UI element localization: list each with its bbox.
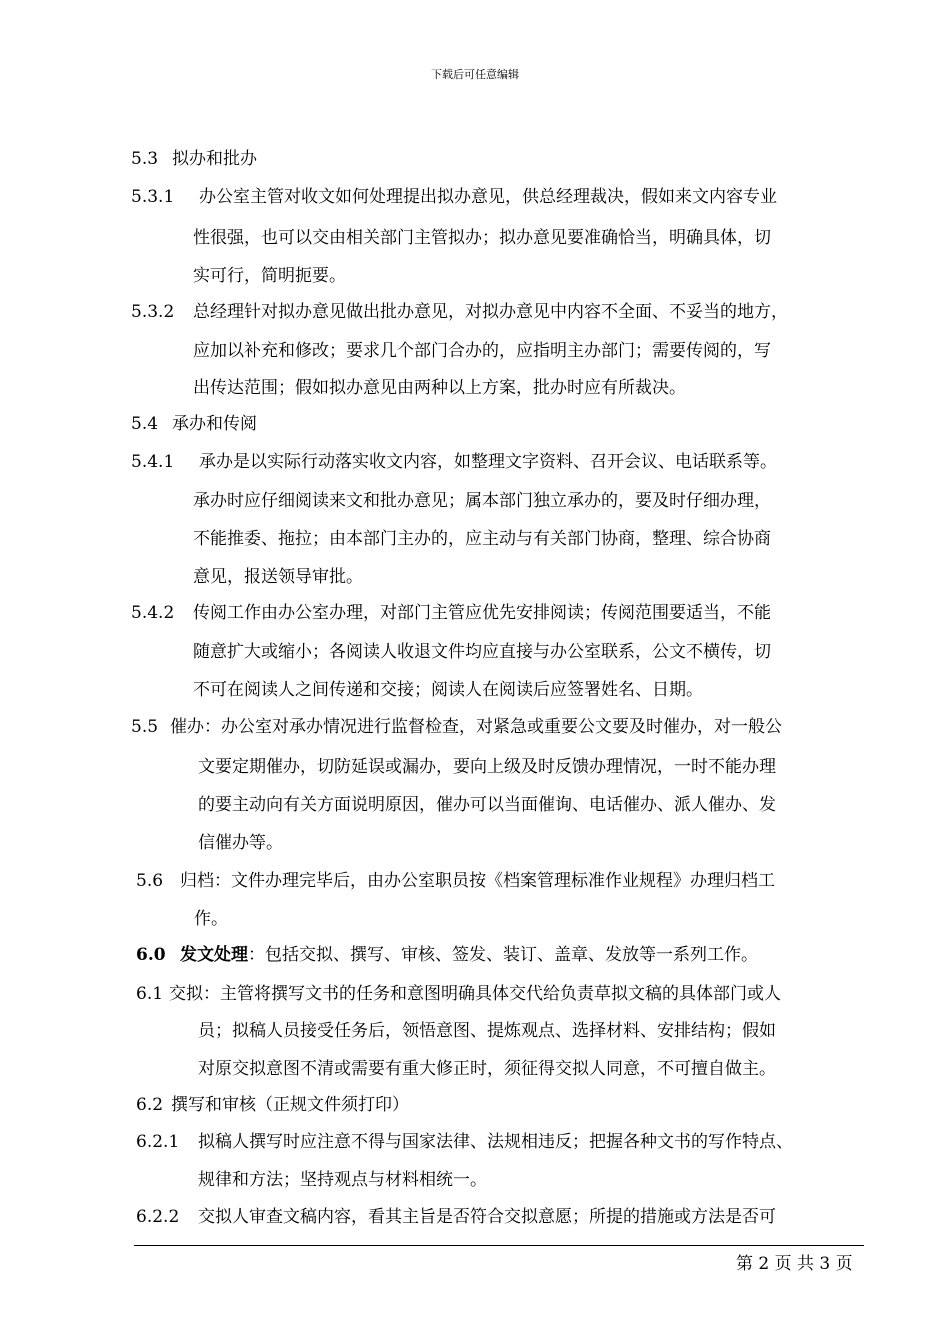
chapter-title: 发文处理 — [180, 945, 248, 965]
clause-number: 5.3.2 — [131, 302, 175, 322]
clause-text: 办公室主管对收文如何处理提出拟办意见，供总经理裁决，假如来文内容专业 — [199, 187, 777, 207]
text-line: 应加以补充和修改；要求几个部门合办的，应指明主办部门；需要传阅的，写 — [193, 341, 771, 361]
text-line: 信催办等。 — [198, 833, 283, 853]
clause-line — [136, 983, 781, 1005]
text-line: 文要定期催办，切防延误或漏办，要向上级及时反馈办理情况，一时不能办理 — [198, 757, 776, 777]
clause-text: 承办是以实际行动落实收文内容，如整理文字资料、召开会议、电话联系等。 — [199, 452, 777, 472]
clause-line — [136, 1206, 776, 1228]
section-heading — [131, 148, 257, 170]
page-header: 下载后可任意编辑 — [431, 68, 519, 81]
clause-line — [136, 870, 775, 892]
text-line: 作。 — [194, 909, 228, 929]
clause-text: 拟稿人撰写时应注意不得与国家法律、法规相违反；把握各种文书的写作特点、 — [198, 1132, 793, 1152]
text-line: 不能推委、拖拉；由本部门主办的，应主动与有关部门协商，整理、综合协商 — [193, 529, 771, 549]
clause-line — [131, 451, 777, 473]
section-title: 拟办和批办 — [172, 149, 258, 169]
chapter-text: ：包括交拟、撰写、审核、签发、装订、盖章、发放等一系列工作。 — [248, 945, 758, 965]
clause-number: 5.5 — [131, 717, 159, 737]
clause-line — [131, 301, 788, 323]
text-line: 规律和方法；坚持观点与材料相统一。 — [198, 1170, 487, 1190]
text-line: 性很强，也可以交由相关部门主管拟办；拟办意见要准确恰当，明确具体，切 — [193, 228, 771, 248]
text-line: 出传达范围；假如拟办意见由两种以上方案，批办时应有所裁决。 — [193, 378, 686, 398]
clause-number: 5.3.1 — [131, 187, 175, 207]
text-line: 实可行，简明扼要。 — [193, 266, 346, 286]
clause-number: 5.4.2 — [131, 603, 175, 623]
section-title: 承办和传阅 — [172, 414, 258, 434]
clause-text: 总经理针对拟办意见做出批办意见，对拟办意见中内容不全面、不妥当的地方， — [193, 302, 788, 322]
clause-text: 传阅工作由办公室办理，对部门主管应优先安排阅读；传阅范围要适当，不能 — [193, 603, 771, 623]
text-line: 随意扩大或缩小；各阅读人收退文件均应直接与办公室联系，公文不横传，切 — [193, 642, 771, 662]
clause-number: 6.2.1 — [136, 1132, 180, 1152]
clause-line — [136, 1131, 793, 1153]
page-number: 第 2 页 共 3 页 — [736, 1254, 853, 1274]
footer-divider — [134, 1245, 864, 1246]
text-line: 意见，报送领导审批。 — [193, 567, 363, 587]
clause-line — [131, 602, 771, 624]
section-heading — [131, 413, 257, 435]
chapter-heading — [136, 944, 758, 966]
clause-number: 6.2.2 — [136, 1207, 180, 1227]
clause-text: 催办：办公室对承办情况进行监督检查，对紧急或重要公文要及时催办，对一般公 — [170, 717, 782, 737]
clause-number: 5.4.1 — [131, 452, 175, 472]
clause-text: 交拟：主管将撰写文书的任务和意图明确具体交代给负责草拟文稿的具体部门或人 — [169, 984, 781, 1004]
text-line: 对原交拟意图不清或需要有重大修正时，须征得交拟人同意，不可擅自做主。 — [198, 1059, 776, 1079]
clause-number: 5.6 — [136, 871, 164, 891]
text-line: 承办时应仔细阅读来文和批办意见；属本部门独立承办的，要及时仔细办理， — [193, 491, 771, 511]
clause-text: 交拟人审查文稿内容，看其主旨是否符合交拟意愿；所提的措施或方法是否可 — [198, 1207, 776, 1227]
section-heading — [136, 1094, 409, 1116]
clause-text: 归档：文件办理完毕后，由办公室职员按《档案管理标准作业规程》办理归档工 — [180, 871, 775, 891]
chapter-number: 6.0 — [136, 945, 166, 965]
section-number: 5.4 — [131, 414, 159, 434]
section-title: 撰写和审核（正规文件须打印） — [171, 1095, 410, 1115]
text-line: 员；拟稿人员接受任务后，领悟意图、提炼观点、选择材料、安排结构；假如 — [198, 1021, 776, 1041]
clause-number: 6.1 — [136, 984, 164, 1004]
clause-line — [131, 186, 777, 208]
text-line: 的要主动向有关方面说明原因，催办可以当面催询、电话催办、派人催办、发 — [198, 795, 776, 815]
section-number: 6.2 — [136, 1095, 164, 1115]
section-number: 5.3 — [131, 149, 159, 169]
text-line: 不可在阅读人之间传递和交接；阅读人在阅读后应签署姓名、日期。 — [193, 680, 703, 700]
clause-line — [131, 716, 782, 738]
